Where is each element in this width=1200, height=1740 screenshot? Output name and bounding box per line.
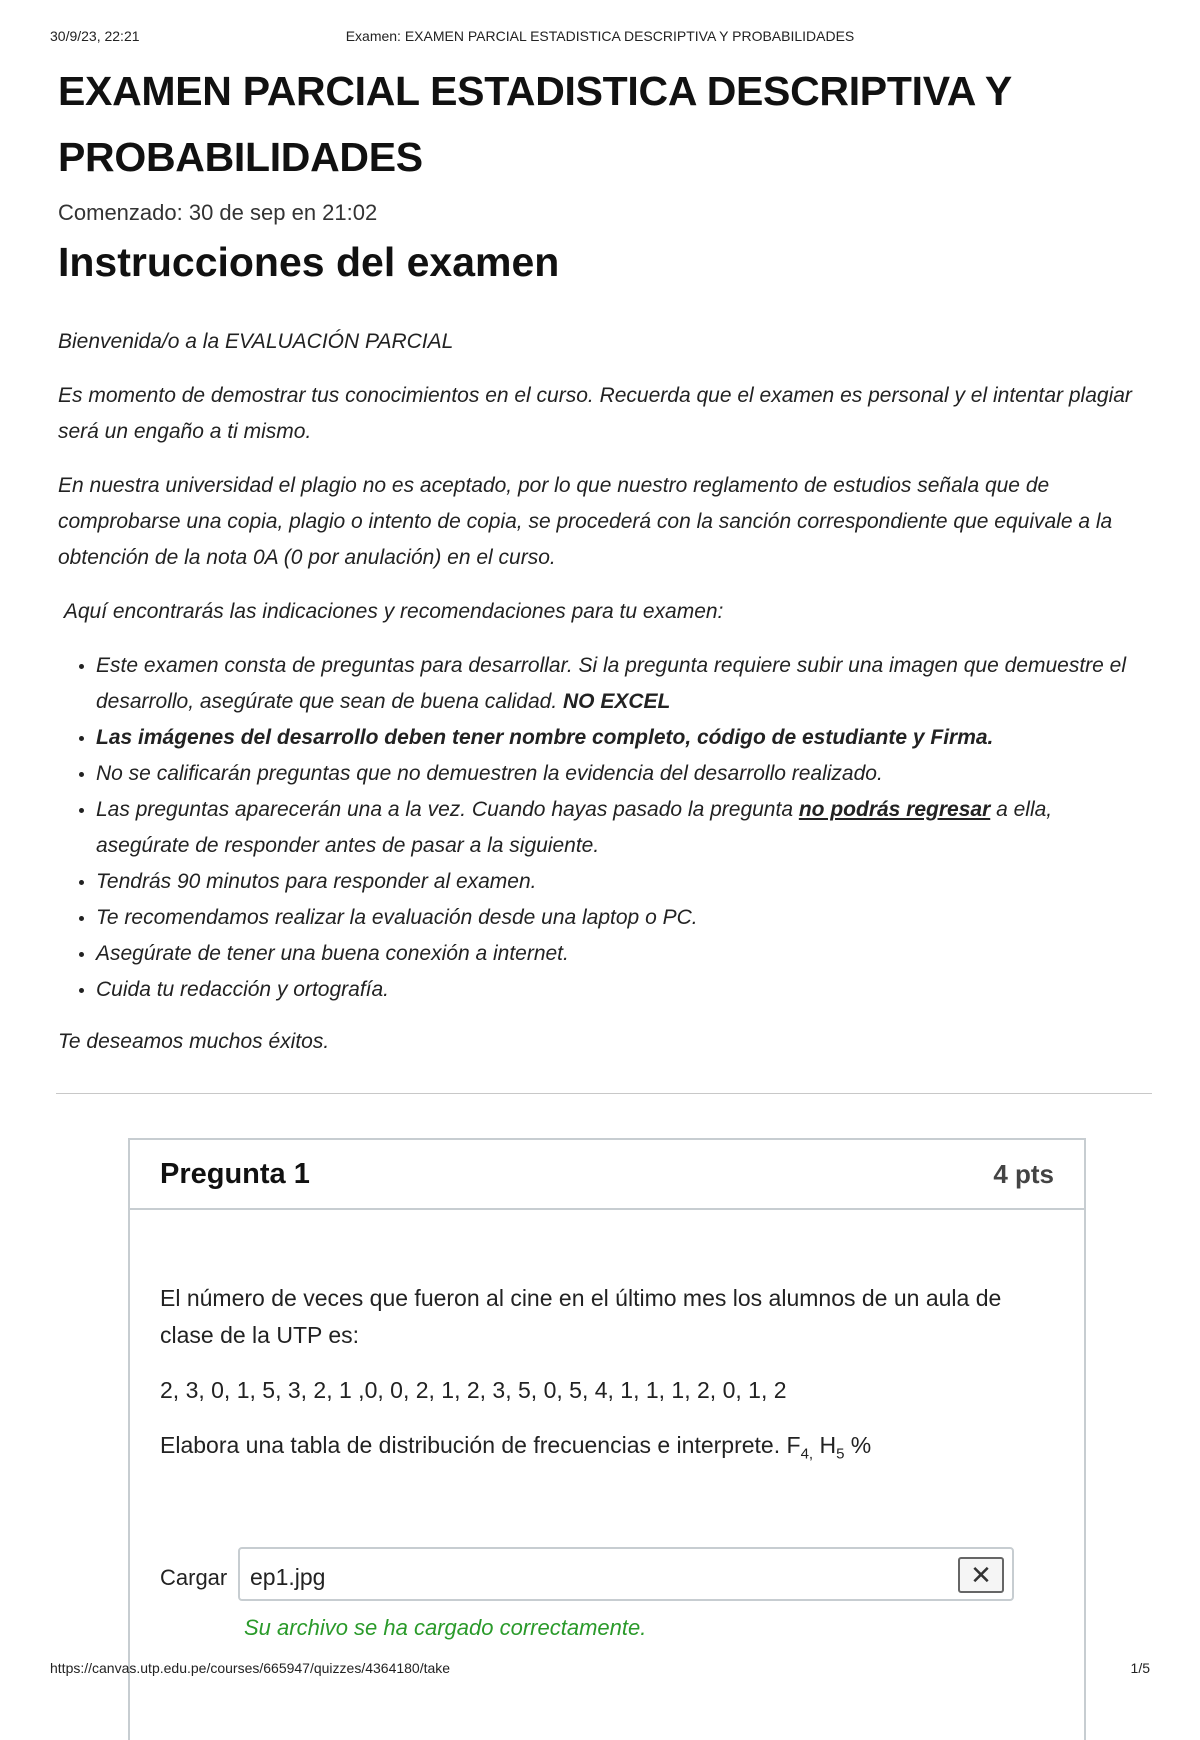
print-header <box>0 28 1200 50</box>
page-title-line1: EXAMEN PARCIAL ESTADISTICA DESCRIPTIVA Y <box>58 68 1012 114</box>
remove-file-button[interactable] <box>958 1557 1004 1593</box>
question-points: 4 pts <box>993 1159 1054 1189</box>
print-date: 30/9/23, 22:21 <box>50 28 140 44</box>
list-item: • Las preguntas aparecerán una a la vez. Cuando hayas pasado la pregunta no podrás regresar a ella, asegúrate de responder antes de pasar a la siguiente. <box>96 792 1148 864</box>
question-text: El número de veces que fueron al cine en el último mes los alumnos de un aula de clase de la UTP es: <box>160 1285 1002 1348</box>
list-item: • Cuida tu redacción y ortografía. <box>96 972 1148 1008</box>
plagiarism-paragraph: En nuestra universidad el plagio no es aceptado, por lo que nuestro reglamento de estudios señala que de comprobarse una copia, plagio o intento de copia, se procederá con la sanción correspondiente que equivale a la obtención de la nota 0A (0 por anulación) en el curso. <box>58 474 1113 569</box>
recommendations-list <box>58 648 1148 1008</box>
page-url: https://canvas.utp.edu.pe/courses/665947/quizzes/4364180/take <box>50 1660 451 1676</box>
list-item: • Te recomendamos realizar la evaluación desde una laptop o PC. <box>96 900 1148 936</box>
question-task: Elabora una tabla de distribución de frecuencias e interprete. $F_{4,}$ $H_5$ % <box>160 1432 872 1463</box>
list-item: • Este examen consta de preguntas para desarrollar. Si la pregunta requiere subir una imagen que demuestre el desarrollo, asegúrate que sean de buena calidad. NO EXCEL <box>96 648 1148 720</box>
instructions-heading: Instrucciones del examen <box>58 239 560 285</box>
print-title: Examen: EXAMEN PARCIAL ESTADISTICA DESCRIPTIVA Y PROBABILIDADES <box>345 28 855 44</box>
started-timestamp: Comenzado: 30 de sep en 21:02 <box>58 200 378 225</box>
list-item: • No se calificarán preguntas que no demuestren la evidencia del desarrollo realizado. <box>96 756 1148 792</box>
recommendations-intro: Aquí encontrarás las indicaciones y recomendaciones para tu examen: <box>63 600 724 623</box>
file-upload <box>160 1547 1054 1667</box>
close-icon: ✕ <box>970 1559 992 1590</box>
instructions-body <box>58 324 1148 1060</box>
question-title: Pregunta 1 <box>160 1158 310 1190</box>
list-item: • Las imágenes del desarrollo deben tener nombre completo, código de estudiante y Firma. <box>96 720 1148 756</box>
uploaded-file-field[interactable] <box>238 1547 1014 1601</box>
instructions-paragraph: Es momento de demostrar tus conocimientos en el curso. Recuerda que el examen es personal y el intentar plagiar será un engaño a ti mismo. <box>58 384 1132 443</box>
list-item: • Asegúrate de tener una buena conexión a internet. <box>96 936 1148 972</box>
page-number: 1/5 <box>1130 1660 1150 1676</box>
upload-label: Cargar <box>160 1564 228 1590</box>
welcome-text: Bienvenida/o a la EVALUACIÓN PARCIAL <box>58 330 454 353</box>
uploaded-file-name: ep1.jpg <box>250 1563 326 1590</box>
exam-content <box>58 58 1148 1078</box>
no-return-emphasis: no podrás regresar <box>798 798 991 821</box>
upload-success-message: Su archivo se ha cargado correctamente. <box>244 1614 647 1640</box>
page-title <box>58 58 1148 190</box>
closing-text: Te deseamos muchos éxitos. <box>58 1030 330 1053</box>
section-divider <box>56 1093 1152 1094</box>
list-item: • Tendrás 90 minutos para responder al examen. <box>96 864 1148 900</box>
page-title-line2: PROBABILIDADES <box>58 134 423 180</box>
question-header <box>130 1140 1084 1210</box>
question-data: 2, 3, 0, 1, 5, 3, 2, 1 ,0, 0, 2, 1, 2, 3, 5, 0, 5, 4, 1, 1, 1, 2, 0, 1, 2 <box>160 1377 787 1403</box>
question-body <box>130 1210 1084 1667</box>
question-card <box>128 1138 1086 1740</box>
no-excel-emphasis: NO EXCEL <box>563 690 671 713</box>
